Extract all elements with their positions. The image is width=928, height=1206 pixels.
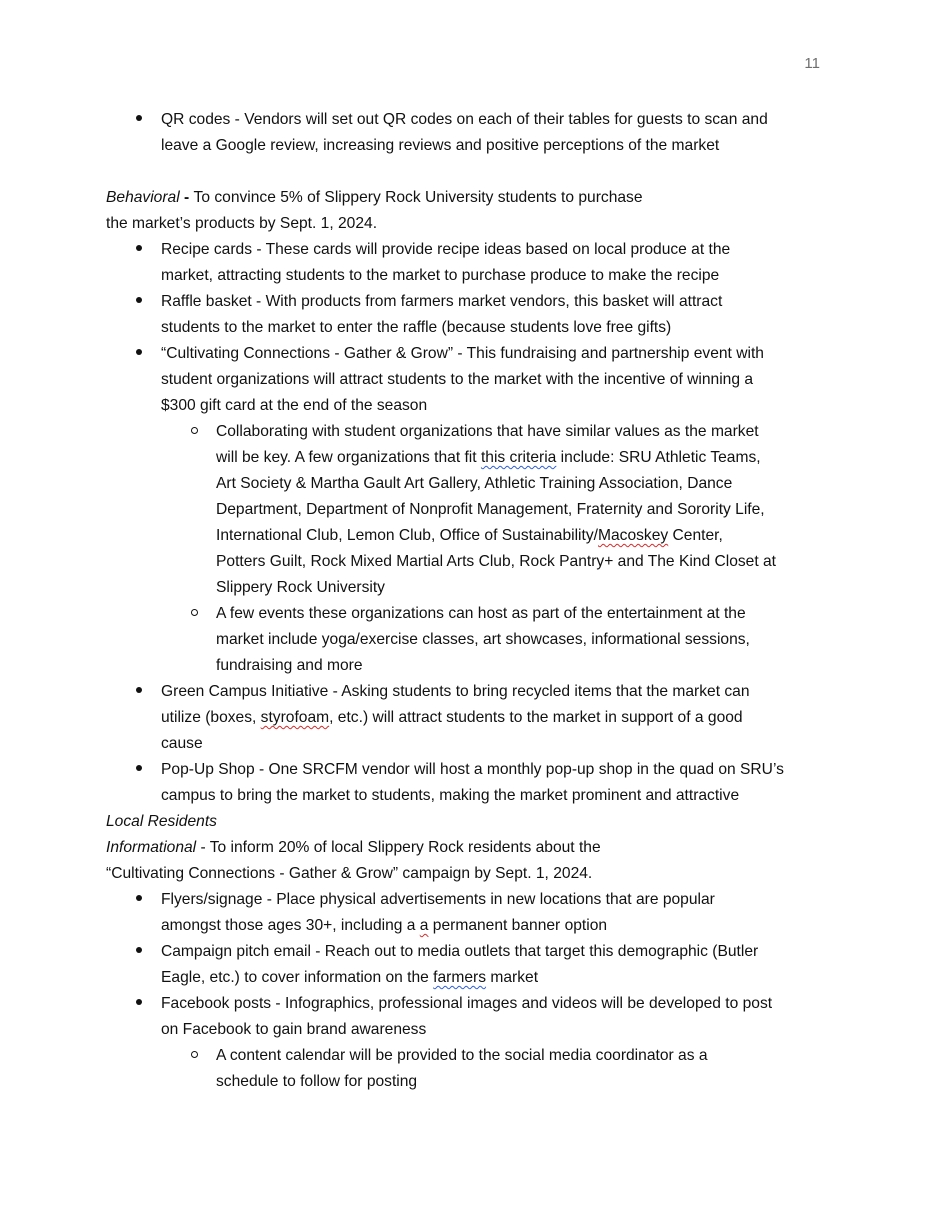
bullet-text-line: Raffle basket - With products from farmers market vendors, this basket will attract (161, 293, 723, 310)
local-residents-heading: Local Residents (106, 813, 217, 830)
bullet-text-line: A few events these organizations can host as part of the entertainment at the (216, 605, 746, 622)
bullet-raffle-basket (106, 289, 828, 341)
grammar-flag-text[interactable]: farmers (433, 969, 487, 986)
bullet-dot (134, 991, 144, 1017)
bullet-text-segment: will be key. A few organizations that fit (216, 449, 481, 466)
bullet-text-line: student organizations will attract students to the market with the incentive of winning a (161, 371, 754, 388)
bullet-text-line: Campaign pitch email - Reach out to media outlets that target this demographic (Butler (161, 943, 759, 960)
bullet-dot (134, 887, 144, 913)
objective-text: the market’s products by Sept. 1, 2024. (106, 215, 378, 232)
bullet-text-segment: permanent banner option (428, 917, 608, 934)
blank-line (106, 159, 828, 185)
bullet-text-line: Recipe cards - These cards will provide recipe ideas based on local produce at the (161, 241, 731, 258)
bullet-text-segment: utilize (boxes, (161, 709, 261, 726)
bullet-dot (134, 237, 144, 263)
spelling-flag-text[interactable]: a (419, 917, 429, 934)
bullet-flyers-signage (106, 887, 828, 939)
bullet-dot (134, 289, 144, 315)
bullet-dot (134, 939, 144, 965)
subbullet-circle (188, 419, 200, 445)
bullet-text-line: Department, Department of Nonprofit Management, Fraternity and Sorority Life, (216, 501, 765, 518)
bullet-campaign-pitch-email (106, 939, 828, 991)
bullet-text-segment: , etc.) will attract students to the market in support of a good (329, 709, 743, 726)
subbullet-collaborating (106, 419, 828, 601)
bullet-text-line: Pop-Up Shop - One SRCFM vendor will host a monthly pop-up shop in the quad on SRU’s (161, 761, 784, 778)
behavioral-objective (106, 185, 828, 237)
bullet-text-line: schedule to follow for posting (216, 1073, 418, 1090)
objective-text: “Cultivating Connections - Gather & Grow” campaign by Sept. 1, 2024. (106, 865, 593, 882)
bullet-text-line: leave a Google review, increasing reviews and positive perceptions of the market (161, 137, 720, 154)
bullet-dot (134, 107, 144, 133)
bullet-text-line: Slippery Rock University (216, 579, 385, 596)
bullet-text-line: Facebook posts - Infographics, professional images and videos will be developed to post (161, 995, 773, 1012)
bullet-text-line: $300 gift card at the end of the season (161, 397, 428, 414)
subbullet-circle (188, 601, 200, 627)
page-number: 11 (804, 55, 820, 72)
informational-label: Informational (106, 839, 197, 856)
objective-text: To convince 5% of Slippery Rock University students to purchase (193, 189, 643, 206)
document-body (106, 107, 828, 1095)
bullet-dot (134, 341, 144, 367)
subbullet-events (106, 601, 828, 679)
subbullet-circle (188, 1043, 200, 1069)
bullet-green-campus (106, 679, 828, 757)
bullet-pop-up-shop (106, 757, 828, 809)
bullet-text-line: on Facebook to gain brand awareness (161, 1021, 427, 1038)
grammar-flag-text[interactable]: this criteria (480, 449, 557, 466)
heading-dash: - (179, 189, 194, 206)
spelling-flag-text[interactable]: Macoskey (597, 527, 669, 544)
bullet-qr-codes (106, 107, 828, 159)
spelling-flag-text[interactable]: styrofoam (260, 709, 330, 726)
bullet-text-segment: market (486, 969, 539, 986)
bullet-text-line: Green Campus Initiative - Asking students to bring recycled items that the market can (161, 683, 750, 700)
bullet-dot (134, 679, 144, 705)
bullet-text-segment: amongst those ages 30+, including a (161, 917, 420, 934)
bullet-text-segment: Eagle, etc.) to cover information on the (161, 969, 434, 986)
bullet-text-line: Art Society & Martha Gault Art Gallery, Athletic Training Association, Dance (216, 475, 733, 492)
bullet-text-line: QR codes - Vendors will set out QR codes on each of their tables for guests to scan and (161, 111, 768, 128)
bullet-text-segment: Center, (668, 527, 723, 544)
bullet-text-line: market include yoga/exercise classes, art showcases, informational sessions, (216, 631, 750, 648)
bullet-dot (134, 757, 144, 783)
bullet-cultivating-connections (106, 341, 828, 419)
informational-objective (106, 835, 828, 887)
bullet-text-line: A content calendar will be provided to the social media coordinator as a (216, 1047, 708, 1064)
bullet-text-line: cause (161, 735, 203, 752)
bullet-text-line: market, attracting students to the market to purchase produce to make the recipe (161, 267, 720, 284)
subbullet-content-calendar (106, 1043, 828, 1095)
behavioral-heading: Behavioral (106, 189, 180, 206)
bullet-text-line: Collaborating with student organizations that have similar values as the market (216, 423, 759, 440)
bullet-facebook-posts (106, 991, 828, 1043)
bullet-text-line: Potters Guilt, Rock Mixed Martial Arts Club, Rock Pantry+ and The Kind Closet at (216, 553, 777, 570)
bullet-text-line: fundraising and more (216, 657, 363, 674)
bullet-text-segment: include: SRU Athletic Teams, (556, 449, 761, 466)
objective-text: - To inform 20% of local Slippery Rock residents about the (196, 839, 601, 856)
bullet-text-line: campus to bring the market to students, making the market prominent and attractive (161, 787, 740, 804)
bullet-text-line: students to the market to enter the raffle (because students love free gifts) (161, 319, 672, 336)
bullet-text-line: Flyers/signage - Place physical advertisements in new locations that are popular (161, 891, 715, 908)
bullet-recipe-cards (106, 237, 828, 289)
bullet-text-line: “Cultivating Connections - Gather & Grow” - This fundraising and partnership event with (161, 345, 764, 362)
bullet-text-segment: International Club, Lemon Club, Office of Sustainability/ (216, 527, 598, 544)
